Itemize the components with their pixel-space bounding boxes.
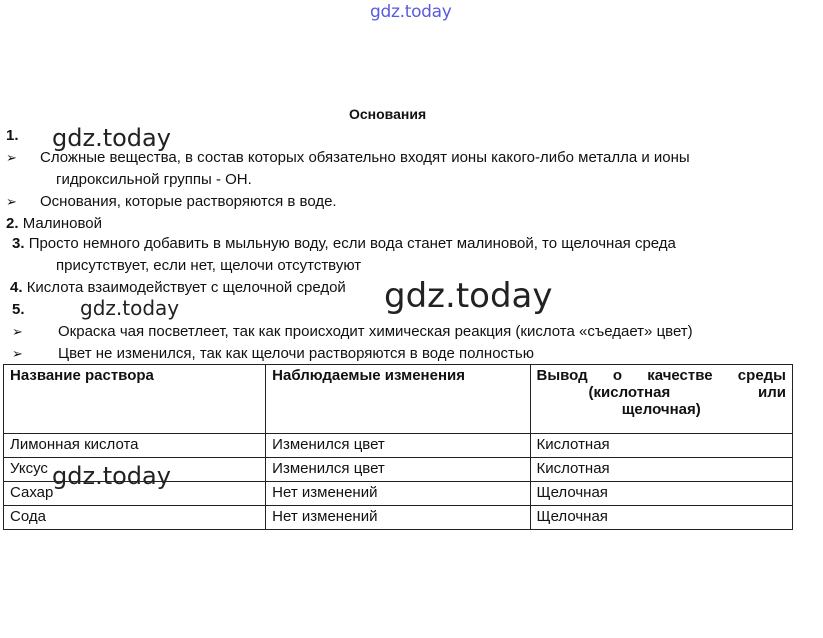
watermark: gdz.today (52, 124, 171, 152)
header-solution-name: Название раствора (4, 365, 266, 434)
item-number-1: 1. (6, 127, 19, 144)
table-row (4, 506, 793, 530)
item-number-3: 3. (12, 235, 25, 252)
item-number-5: 5. (12, 301, 25, 318)
table-row (4, 458, 793, 482)
definition-text: Сложные вещества, в состав которых обязательно входят ионы какого-либо металла и ионы (40, 149, 690, 166)
watermark: gdz.today (80, 296, 180, 320)
cell-change: Изменился цвет (266, 458, 530, 482)
table-row (4, 482, 793, 506)
answer-3-continuation: присутствует, если нет, щелочи отсутствуют (56, 257, 362, 274)
answer-4-text: Кислота взаимодействует с щелочной средой (26, 279, 346, 296)
bullet-arrow-icon: ➢ (12, 346, 23, 361)
cell-solution: Сода (4, 506, 266, 530)
watermark-top: gdz.today (370, 2, 452, 22)
answer-5-text: Цвет не изменился, так как щелочи растворяются в воде полностью (58, 345, 534, 362)
page-title: Основания (349, 106, 427, 122)
definition-continuation: гидроксильной группы - ОН. (56, 171, 252, 188)
header-conclusion-line2: (кислотная или (588, 384, 786, 401)
cell-solution: Сахар (4, 482, 266, 506)
header-conclusion (530, 365, 792, 434)
watermark: gdz.today (52, 462, 171, 490)
bullet-arrow-icon: ➢ (6, 194, 17, 209)
answer-2 (6, 214, 102, 234)
header-observed-changes: Наблюдаемые изменения (266, 365, 530, 434)
item-number-4: 4. (10, 279, 23, 296)
cell-conclusion: Кислотная (530, 434, 792, 458)
definition-line (6, 192, 337, 212)
watermark: gdz.today (384, 276, 553, 316)
answer-3 (12, 234, 676, 254)
bullet-arrow-icon: ➢ (6, 150, 17, 165)
bullet-arrow-icon: ➢ (12, 324, 23, 339)
header-conclusion-line3: щелочная) (621, 401, 701, 418)
cell-conclusion: Щелочная (530, 482, 792, 506)
cell-change: Нет изменений (266, 482, 530, 506)
definition-text: Основания, которые растворяются в воде. (40, 193, 337, 210)
answer-5-text: Окраска чая посветлеет, так как происходит химическая реакция (кислота «съедает» цвет) (58, 323, 693, 340)
item-number-2: 2. (6, 215, 19, 232)
answer-4 (10, 278, 346, 298)
answer-3-text: Просто немного добавить в мыльную воду, если вода станет малиновой, то щелочная среда (28, 235, 676, 252)
header-conclusion-line1: Вывод о качестве среды (536, 367, 786, 384)
results-table (3, 364, 793, 530)
table-row (4, 434, 793, 458)
cell-conclusion: Кислотная (530, 458, 792, 482)
answer-2-text: Малиновой (22, 215, 102, 232)
cell-conclusion: Щелочная (530, 506, 792, 530)
cell-change: Нет изменений (266, 506, 530, 530)
answer-5-line (12, 322, 693, 342)
cell-solution: Уксус (4, 458, 266, 482)
cell-solution: Лимонная кислота (4, 434, 266, 458)
table-header-row (4, 365, 793, 434)
definition-line (6, 148, 690, 168)
cell-change: Изменился цвет (266, 434, 530, 458)
answer-5-line (12, 344, 534, 364)
